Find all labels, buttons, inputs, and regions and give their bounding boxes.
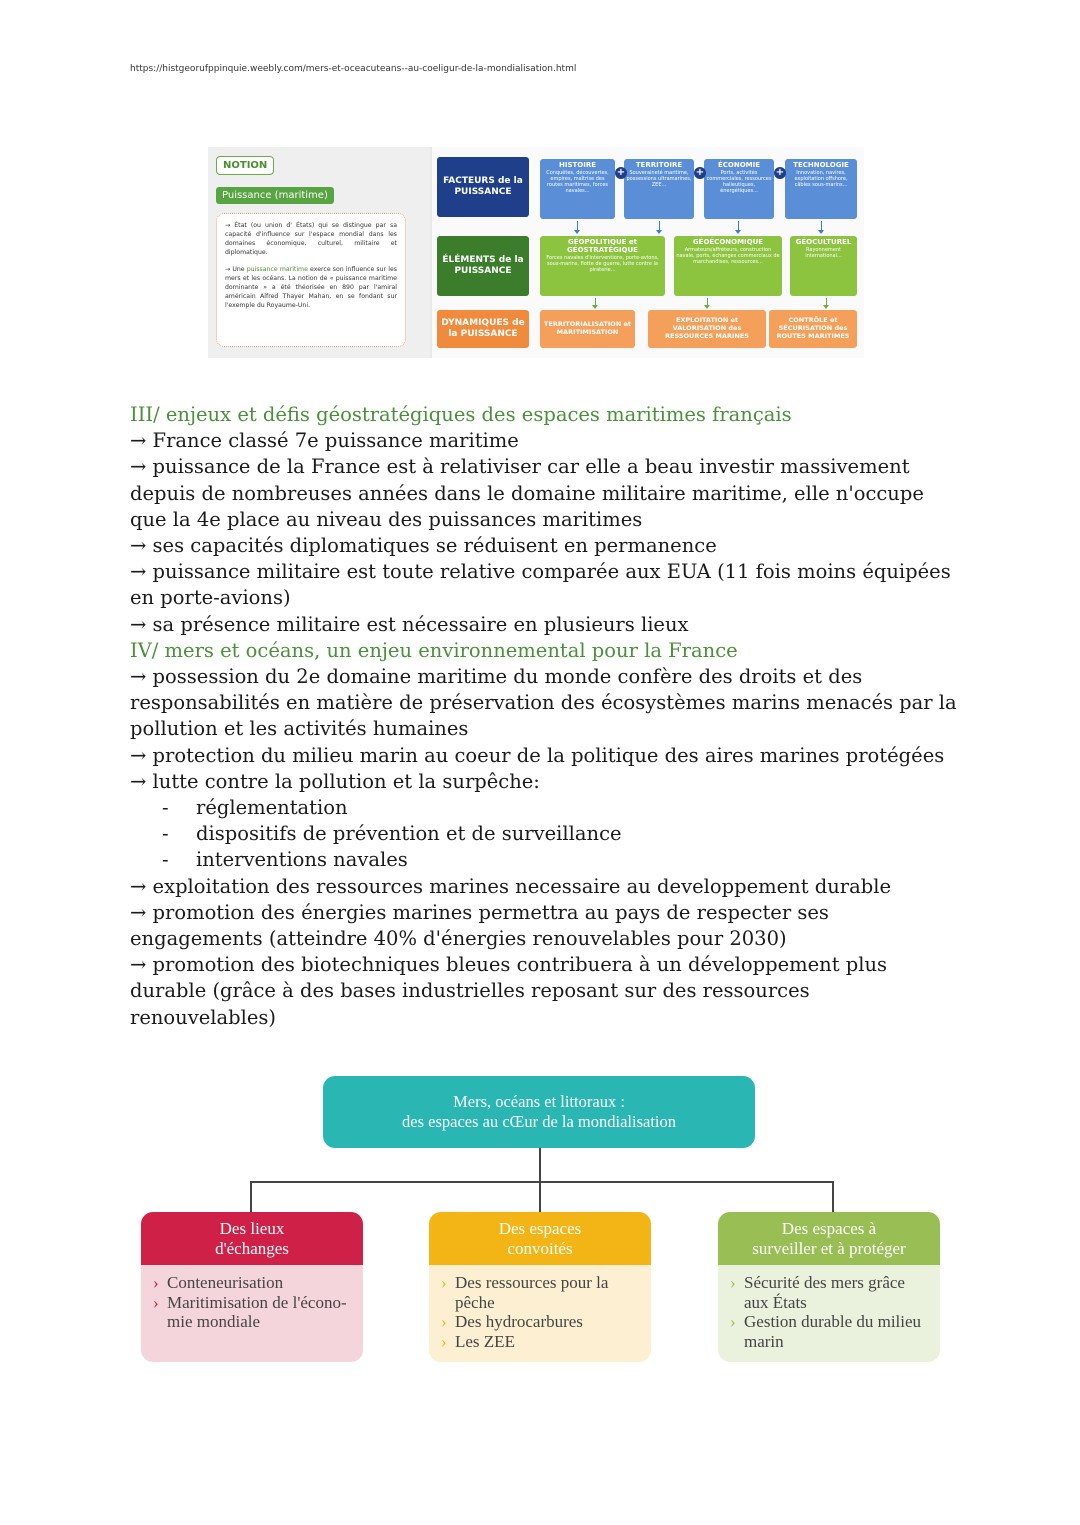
connector-line xyxy=(539,1181,541,1213)
notion-term: Puissance (maritime) xyxy=(216,187,334,204)
notion-definition xyxy=(216,213,406,347)
bullet: → France classé 7e puissance maritime xyxy=(130,429,519,453)
arrow-down-icon xyxy=(738,221,739,231)
section-3-heading: III/ enjeux et défis géostratégiques des espaces maritimes français xyxy=(130,403,792,426)
bullet: → protection du milieu marin au coeur de la politique des aires marines protégées xyxy=(130,743,945,767)
arrow-down-icon xyxy=(826,298,827,306)
list-item: › Des hydrocarbures xyxy=(441,1312,641,1332)
source-url: https://histgeorufppinquie.weebly.com/mers-et-oceacuteans--au-coeligur-de-la-mondialisation.html xyxy=(130,64,577,74)
definition-paragraph-2: → Une puissance maritime exerce son influence sur les mers et les océans. La notion de « puissance maritime dominante » a été théorisée en 890 par l'amiral américain Alfred Thayer Mahan, en se fondant sur l'exemple du Royaume-Uni. xyxy=(225,265,397,309)
puissance-grid xyxy=(432,147,864,358)
dash-item: - interventions navales xyxy=(162,848,408,872)
connector-line xyxy=(250,1181,834,1183)
bullet: → promotion des biotechniques bleues contribuera à un développement plus durable (grâce à des bases industrielles reposant sur des ressources renouvelables) xyxy=(130,953,888,1029)
dynamic-controle: CONTRÔLE et SÉCURISATION des ROUTES MARITIMES xyxy=(769,310,857,348)
card-list xyxy=(141,1265,363,1362)
list-item: › Des ressources pour la pêche xyxy=(441,1273,641,1312)
bullet: → promotion des énergies marines permettra au pays de respecter ses engagements (atteindre 40% d'énergies renouvelables pour 2030) xyxy=(130,900,829,951)
dynamic-exploitation: EXPLOITATION et VALORISATION des RESSOURCES MARINES xyxy=(648,310,766,348)
arrow-down-icon xyxy=(707,298,708,306)
bullet: → possession du 2e domaine maritime du monde confère des droits et des responsabilités en matière de préservation des écosystèmes marins menacés par la pollution et les activités humaines xyxy=(130,665,957,741)
card-list xyxy=(429,1265,651,1362)
element-geoeconomique: GÉOÉCONOMIQUE Armateurs/affréteurs, construction navale, ports, échanges commerciaux de marchandises, ressources... xyxy=(674,236,782,296)
bullet: → sa présence militaire est nécessaire en plusieurs lieux xyxy=(130,612,689,636)
element-geopolitique: GÉOPOLITIQUE et GÉOSTRATÉGIQUE Forces navales d'interventions, porte-avions, sous-marins, flotte de guerre, lutte contre la piraterie... xyxy=(540,236,665,296)
arrow-down-icon xyxy=(595,298,596,306)
card-espaces-convoites xyxy=(429,1212,651,1362)
list-item: › Gestion durable du milieu marin xyxy=(730,1312,930,1351)
factor-economie: ÉCONOMIE Ports, activités commerciales, ressources halieutiques, énergétiques... xyxy=(704,159,774,219)
card-header: Des lieux d'échanges xyxy=(141,1212,363,1265)
dynamic-territorialisation: TERRITORIALISATION et MARITIMISATION xyxy=(540,310,635,348)
definition-paragraph-1: → État (ou union d' États) qui se distingue par sa capacité d'influence sur l'espace mondial dans les domaines économique, culturel, militaire et diplomatique. xyxy=(225,222,397,256)
connector-line xyxy=(250,1181,252,1213)
connector-line xyxy=(539,1148,541,1182)
plus-icon: + xyxy=(616,167,626,178)
list-item: › Les ZEE xyxy=(441,1332,641,1352)
card-lieux-echanges xyxy=(141,1212,363,1362)
row-label-facteurs: FACTEURS de la PUISSANCE xyxy=(437,157,529,217)
connector-line xyxy=(832,1181,834,1213)
notion-tag: NOTION xyxy=(216,156,274,175)
section-4-heading: IV/ mers et océans, un enjeu environnemental pour la France xyxy=(130,638,738,662)
factor-histoire: HISTOIRE Conquêtes, découvertes, empires, maîtrise des routes maritimes, forces navales... xyxy=(540,159,615,219)
list-item: › Maritimisation de l'écono-mie mondiale xyxy=(153,1293,353,1332)
factor-technologie: TECHNOLOGIE Innovation, navires, exploitation offshore, câbles sous-marins... xyxy=(785,159,857,219)
list-item: › Sécurité des mers grâce aux États xyxy=(730,1273,930,1312)
list-item: › Conteneurisation xyxy=(153,1273,353,1293)
row-label-dynamiques: DYNAMIQUES de la PUISSANCE xyxy=(437,310,529,348)
factor-territoire: TERRITOIRE Souveraineté maritime, possessions ultramarines, ZEE... xyxy=(624,159,694,219)
bullet: → exploitation des ressources marines necessaire au developpement durable xyxy=(130,874,891,898)
dash-item: - réglementation xyxy=(162,796,348,820)
bullet: → puissance militaire est toute relative comparée aux EUA (11 fois moins équipées en porte-avions) xyxy=(130,560,951,610)
course-notes xyxy=(130,402,960,1031)
dash-item: - dispositifs de prévention et de surveillance xyxy=(162,822,622,846)
arrow-down-icon xyxy=(577,221,578,231)
arrow-down-icon xyxy=(821,221,822,231)
puissance-infographic xyxy=(208,147,864,358)
plus-icon: + xyxy=(695,167,705,178)
row-label-elements: ÉLÉMENTS de la PUISSANCE xyxy=(437,236,529,296)
card-espaces-proteger xyxy=(718,1212,940,1362)
diagram-title: Mers, océans et littoraux : des espaces au cŒur de la mondialisation xyxy=(323,1076,755,1148)
plus-icon: + xyxy=(775,167,785,178)
bullet: → puissance de la France est à relativiser car elle a beau investir massivement depuis de nombreuses années dans le domaine militaire maritime, elle n'occupe que la 4e place au niveau des puissances maritimes xyxy=(130,455,924,531)
arrow-down-icon xyxy=(659,221,660,231)
bullet: → lutte contre la pollution et la surpêche: xyxy=(130,769,540,793)
card-list xyxy=(718,1265,940,1362)
card-header: Des espaces convoités xyxy=(429,1212,651,1265)
notion-panel xyxy=(208,147,430,358)
element-geoculturel: GÉOCULTUREL Rayonnement international... xyxy=(790,236,857,296)
bullet: → ses capacités diplomatiques se réduisent en permanence xyxy=(130,534,717,558)
card-header: Des espaces à surveiller et à protéger xyxy=(718,1212,940,1265)
